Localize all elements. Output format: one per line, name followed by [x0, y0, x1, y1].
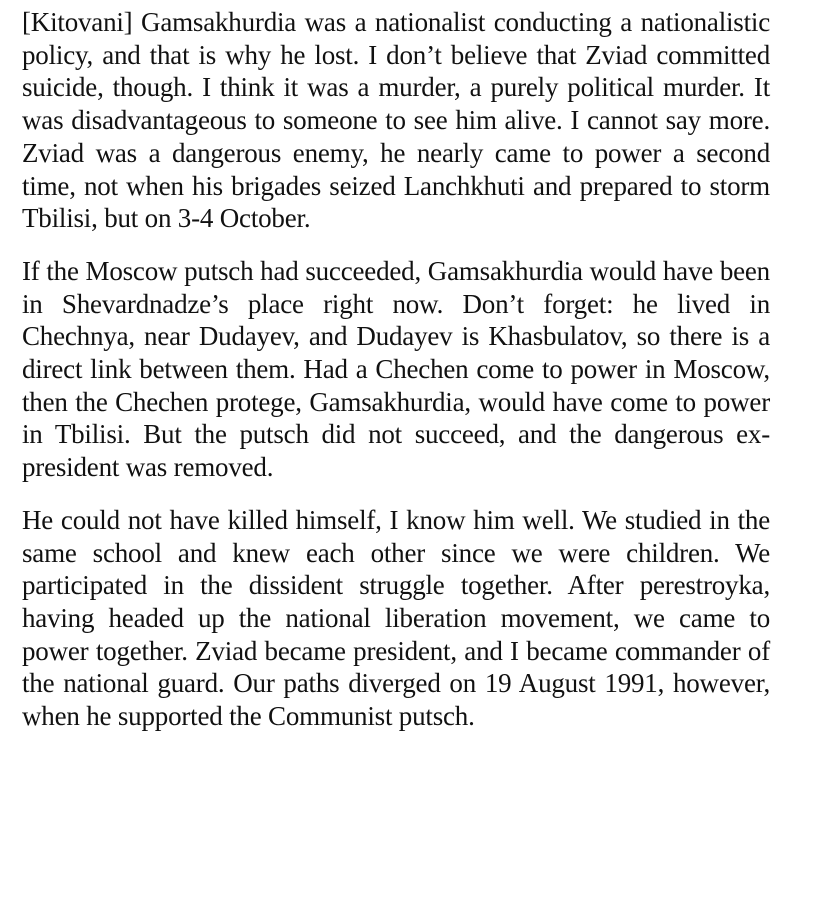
paragraph-3: He could not have killed himself, I know him well. We studied in the same school and knew each other since we were children. We participated in the dissident struggle together. After perestroyka, having headed up the national liberation movement, we came to power together. Zviad became president, and I became commander of the national guard. Our paths diverged on 19 August 1991, however, when he supported the Communist putsch. [22, 504, 770, 732]
paragraph-1: [Kitovani] Gamsakhurdia was a nationalist conducting a nationalistic policy, and that is why he lost. I don’t believe that Zviad committed suicide, though. I think it was a murder, a purely political murder. It was disadvantageous to someone to see him alive. I cannot say more. Zviad was a dangerous enemy, he nearly came to power a second time, not when his brigades seized Lanchkhuti and prepared to storm Tbilisi, but on 3-4 October. [22, 7, 770, 234]
document-page [22, 6, 770, 733]
paragraph-2: If the Moscow putsch had succeeded, Gamsakhurdia would have been in Shevardnadze’s place right now. Don’t forget: he lived in Chechnya, near Dudayev, and Dudayev is Khasbulatov, so there is a direct link between them. Had a Chechen come to power in Moscow, then the Chechen protege, Gamsakhurdia, would have come to power in Tbilisi. But the putsch did not succeed, and the dangerous ex-president was removed. [22, 255, 770, 483]
